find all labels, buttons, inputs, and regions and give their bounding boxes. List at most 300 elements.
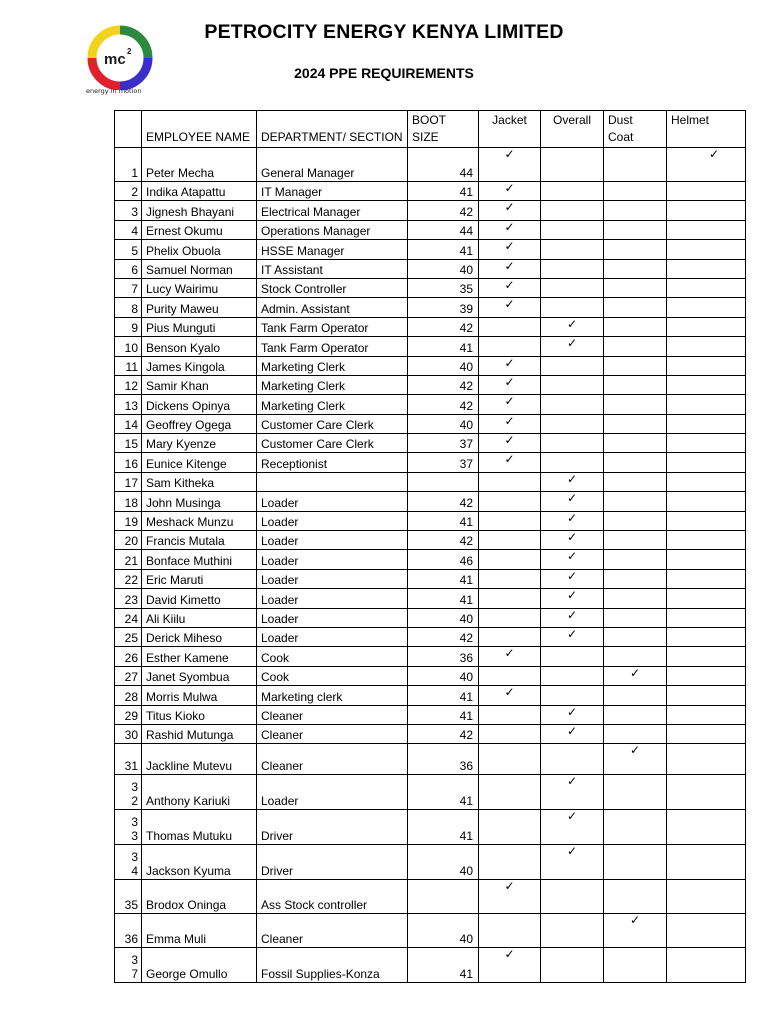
row-number — [115, 492, 142, 511]
jacket-cell — [479, 278, 541, 297]
department: Loader — [257, 492, 408, 511]
col-header-jacket: Jacket — [479, 111, 541, 148]
boot-size: 40 — [408, 845, 479, 880]
table-row — [115, 472, 746, 491]
row-number-text: 13 — [124, 398, 138, 413]
employee-name: George Omullo — [142, 948, 257, 983]
overall-cell — [541, 914, 604, 948]
helmet-cell — [667, 744, 746, 775]
overall-cell — [541, 724, 604, 743]
row-number — [115, 686, 142, 705]
table-row — [115, 259, 746, 278]
dust-cell — [604, 589, 667, 608]
overall-cell — [541, 201, 604, 220]
row-number-text: 6 — [131, 262, 138, 277]
overall-cell — [541, 492, 604, 511]
check-mark-icon: ✓ — [708, 147, 720, 161]
dust-cell — [604, 705, 667, 724]
row-number — [115, 511, 142, 530]
department: Operations Manager — [257, 220, 408, 239]
jacket-cell — [479, 220, 541, 239]
boot-size — [408, 880, 479, 914]
department: Ass Stock controller — [257, 880, 408, 914]
check-mark-icon: ✓ — [504, 947, 515, 962]
boot-size: 46 — [408, 550, 479, 569]
document-subtitle: 2024 PPE REQUIREMENTS — [294, 65, 474, 81]
jacket-cell — [479, 317, 541, 336]
employee-name: Ernest Okumu — [142, 220, 257, 239]
boot-size: 41 — [408, 686, 479, 705]
overall-cell — [541, 375, 604, 394]
helmet-cell — [667, 453, 746, 472]
dust-cell — [604, 531, 667, 550]
row-number — [115, 453, 142, 472]
department: Stock Controller — [257, 278, 408, 297]
boot-size: 40 — [408, 608, 479, 627]
overall-cell — [541, 569, 604, 588]
check-mark-icon: ✓ — [566, 511, 578, 525]
row-number-text: 26 — [124, 650, 138, 665]
boot-size: 44 — [408, 220, 479, 239]
check-mark-icon: ✓ — [504, 200, 515, 215]
boot-size: 39 — [408, 298, 479, 317]
dust-cell — [604, 375, 667, 394]
boot-size: 41 — [408, 337, 479, 356]
col-header-dept: DEPARTMENT/ SECTION — [257, 111, 408, 148]
check-mark-icon: ✓ — [566, 774, 578, 789]
department: Cook — [257, 666, 408, 685]
row-number-text: 5 — [131, 243, 138, 258]
helmet-cell — [667, 259, 746, 278]
dust-cell — [604, 182, 667, 201]
overall-cell — [541, 589, 604, 608]
helmet-cell — [667, 810, 746, 845]
table-row — [115, 775, 746, 810]
department: Marketing clerk — [257, 686, 408, 705]
helmet-cell — [667, 845, 746, 880]
employee-name: Peter Mecha — [142, 148, 257, 182]
row-number-text: 20 — [124, 534, 138, 549]
boot-size: 42 — [408, 395, 479, 414]
dust-cell — [604, 880, 667, 914]
table-row — [115, 569, 746, 588]
boot-size: 42 — [408, 375, 479, 394]
jacket-cell — [479, 550, 541, 569]
overall-cell — [541, 627, 604, 646]
employee-name: James Kingola — [142, 356, 257, 375]
employee-name: Jignesh Bhayani — [142, 201, 257, 220]
logo-superscript: 2 — [127, 47, 132, 56]
check-mark-icon: ✓ — [629, 743, 641, 758]
helmet-cell — [667, 220, 746, 239]
department: Fossil Supplies-Konza — [257, 948, 408, 983]
boot-size: 41 — [408, 569, 479, 588]
table-row — [115, 220, 746, 239]
overall-cell — [541, 511, 604, 530]
jacket-cell — [479, 810, 541, 845]
dust-cell — [604, 317, 667, 336]
row-number-text: 4 — [131, 224, 138, 239]
jacket-cell — [479, 724, 541, 743]
boot-size: 42 — [408, 531, 479, 550]
row-number-text: 37 — [131, 953, 138, 982]
overall-cell — [541, 531, 604, 550]
dust-cell — [604, 775, 667, 810]
table-row — [115, 686, 746, 705]
row-number-text: 11 — [125, 359, 138, 374]
row-number — [115, 569, 142, 588]
row-number — [115, 531, 142, 550]
department: Driver — [257, 845, 408, 880]
row-number — [115, 317, 142, 336]
employee-name: Sam Kitheka — [142, 472, 257, 491]
employee-name: Jackline Mutevu — [142, 744, 257, 775]
department: Marketing Clerk — [257, 395, 408, 414]
jacket-cell — [479, 627, 541, 646]
table-row — [115, 744, 746, 775]
row-number — [115, 434, 142, 453]
employee-name: Phelix Obuola — [142, 240, 257, 259]
dust-cell — [604, 492, 667, 511]
overall-cell — [541, 337, 604, 356]
helmet-cell — [667, 775, 746, 810]
boot-size: 40 — [408, 666, 479, 685]
jacket-cell — [479, 148, 541, 182]
employee-name: John Musinga — [142, 492, 257, 511]
jacket-cell — [479, 647, 541, 666]
jacket-cell — [479, 531, 541, 550]
check-mark-icon: ✓ — [566, 608, 578, 622]
row-number-text: 36 — [124, 932, 138, 947]
employee-name: Bonface Muthini — [142, 550, 257, 569]
department: Customer Care Clerk — [257, 414, 408, 433]
table-row — [115, 298, 746, 317]
check-mark-icon: ✓ — [504, 685, 515, 700]
boot-size: 37 — [408, 434, 479, 453]
department: Loader — [257, 775, 408, 810]
boot-size: 36 — [408, 647, 479, 666]
helmet-cell — [667, 201, 746, 220]
boot-size: 42 — [408, 317, 479, 336]
helmet-cell — [667, 356, 746, 375]
boot-size: 40 — [408, 259, 479, 278]
check-mark-icon: ✓ — [566, 491, 578, 506]
check-mark-icon: ✓ — [566, 530, 578, 545]
col-header-boot-line1: BOOT — [412, 113, 447, 127]
row-number-text: 23 — [124, 592, 138, 607]
helmet-cell — [667, 395, 746, 414]
table-row — [115, 550, 746, 569]
jacket-cell — [479, 492, 541, 511]
overall-cell — [541, 453, 604, 472]
boot-size: 40 — [408, 414, 479, 433]
department: Customer Care Clerk — [257, 434, 408, 453]
table-header-row — [115, 111, 746, 148]
employee-name: Benson Kyalo — [142, 337, 257, 356]
employee-name: Samir Khan — [142, 375, 257, 394]
row-number-text: 10 — [124, 340, 138, 355]
overall-cell — [541, 240, 604, 259]
employee-name: Purity Maweu — [142, 298, 257, 317]
department: HSSE Manager — [257, 240, 408, 259]
employee-name: Derick Miheso — [142, 627, 257, 646]
check-mark-icon: ✓ — [566, 627, 578, 641]
table-row — [115, 880, 746, 914]
table-row — [115, 589, 746, 608]
overall-cell — [541, 810, 604, 845]
department: IT Assistant — [257, 259, 408, 278]
overall-cell — [541, 705, 604, 724]
dust-cell — [604, 453, 667, 472]
row-number-text: 19 — [124, 515, 138, 530]
check-mark-icon: ✓ — [504, 181, 515, 195]
table-row — [115, 666, 746, 685]
table-row — [115, 647, 746, 666]
row-number — [115, 375, 142, 394]
row-number — [115, 337, 142, 356]
row-number — [115, 914, 142, 948]
department: IT Manager — [257, 182, 408, 201]
boot-size: 37 — [408, 453, 479, 472]
jacket-cell — [479, 240, 541, 259]
row-number — [115, 724, 142, 743]
department: Tank Farm Operator — [257, 337, 408, 356]
department: General Manager — [257, 148, 408, 182]
table-row — [115, 182, 746, 201]
table-row — [115, 492, 746, 511]
check-mark-icon: ✓ — [566, 569, 578, 583]
jacket-cell — [479, 511, 541, 530]
table-row — [115, 724, 746, 743]
overall-cell — [541, 278, 604, 297]
helmet-cell — [667, 375, 746, 394]
dust-cell — [604, 278, 667, 297]
overall-cell — [541, 434, 604, 453]
row-number — [115, 148, 142, 182]
check-mark-icon: ✓ — [566, 336, 578, 351]
employee-name: Francis Mutala — [142, 531, 257, 550]
row-number-text: 8 — [131, 301, 138, 316]
check-mark-icon: ✓ — [504, 356, 515, 370]
overall-cell — [541, 666, 604, 685]
row-number-text: 21 — [124, 553, 138, 568]
jacket-cell — [479, 705, 541, 724]
employee-name: Jackson Kyuma — [142, 845, 257, 880]
jacket-cell — [479, 666, 541, 685]
jacket-cell — [479, 948, 541, 983]
jacket-cell — [479, 914, 541, 948]
row-number — [115, 845, 142, 880]
boot-size: 44 — [408, 148, 479, 182]
overall-cell — [541, 220, 604, 239]
dust-cell — [604, 434, 667, 453]
helmet-cell — [667, 298, 746, 317]
helmet-cell — [667, 492, 746, 511]
department: Receptionist — [257, 453, 408, 472]
department: Cleaner — [257, 724, 408, 743]
dust-cell — [604, 356, 667, 375]
overall-cell — [541, 686, 604, 705]
check-mark-icon: ✓ — [566, 705, 578, 719]
col-header-helmet: Helmet — [667, 111, 746, 148]
table-row — [115, 201, 746, 220]
company-title: PETROCITY ENERGY KENYA LIMITED — [204, 21, 564, 43]
helmet-cell — [667, 240, 746, 259]
employee-name: Titus Kioko — [142, 705, 257, 724]
row-number-text: 12 — [124, 379, 138, 394]
dust-cell — [604, 608, 667, 627]
helmet-cell — [667, 278, 746, 297]
dust-cell — [604, 550, 667, 569]
employee-name: Emma Muli — [142, 914, 257, 948]
helmet-cell — [667, 182, 746, 201]
boot-size: 42 — [408, 492, 479, 511]
row-number-text: 1 — [131, 166, 138, 180]
overall-cell — [541, 472, 604, 491]
jacket-cell — [479, 298, 541, 317]
jacket-cell — [479, 569, 541, 588]
employee-name: Eunice Kitenge — [142, 453, 257, 472]
row-number — [115, 356, 142, 375]
row-number-text: 27 — [124, 670, 138, 685]
helmet-cell — [667, 511, 746, 530]
jacket-cell — [479, 182, 541, 201]
table-row — [115, 914, 746, 948]
overall-cell — [541, 259, 604, 278]
check-mark-icon: ✓ — [504, 239, 515, 254]
boot-size — [408, 472, 479, 491]
overall-cell — [541, 550, 604, 569]
helmet-cell — [667, 724, 746, 743]
row-number-text: 17 — [124, 476, 138, 491]
table-row — [115, 337, 746, 356]
table-row — [115, 608, 746, 627]
check-mark-icon: ✓ — [504, 433, 515, 448]
department: Tank Farm Operator — [257, 317, 408, 336]
check-mark-icon: ✓ — [504, 278, 515, 292]
table-row — [115, 240, 746, 259]
employee-name: Pius Munguti — [142, 317, 257, 336]
table-row — [115, 627, 746, 646]
check-mark-icon: ✓ — [629, 913, 641, 928]
overall-cell — [541, 298, 604, 317]
row-number — [115, 880, 142, 914]
row-number-text: 31 — [124, 759, 138, 774]
row-number — [115, 948, 142, 983]
dust-cell — [604, 686, 667, 705]
check-mark-icon: ✓ — [504, 394, 515, 409]
boot-size: 41 — [408, 705, 479, 724]
check-mark-icon: ✓ — [504, 646, 515, 661]
helmet-cell — [667, 589, 746, 608]
col-header-name: EMPLOYEE NAME — [142, 111, 257, 148]
boot-size: 40 — [408, 356, 479, 375]
check-mark-icon: ✓ — [504, 452, 515, 467]
check-mark-icon: ✓ — [566, 317, 578, 331]
check-mark-icon: ✓ — [504, 414, 515, 428]
row-number-text: 35 — [124, 898, 138, 913]
row-number-text: 3 — [131, 204, 138, 219]
department: Loader — [257, 550, 408, 569]
jacket-cell — [479, 337, 541, 356]
dust-cell — [604, 666, 667, 685]
employee-name: Ali Kiilu — [142, 608, 257, 627]
dust-cell — [604, 298, 667, 317]
col-header-no — [115, 111, 142, 148]
row-number — [115, 240, 142, 259]
helmet-cell — [667, 647, 746, 666]
boot-size: 41 — [408, 182, 479, 201]
boot-size: 41 — [408, 589, 479, 608]
dust-cell — [604, 914, 667, 948]
department: Driver — [257, 810, 408, 845]
dust-cell — [604, 724, 667, 743]
row-number-text: 16 — [124, 456, 138, 471]
helmet-cell — [667, 317, 746, 336]
check-mark-icon: ✓ — [504, 147, 515, 161]
dust-cell — [604, 414, 667, 433]
row-number — [115, 259, 142, 278]
helmet-cell — [667, 531, 746, 550]
row-number-text: 2 — [131, 185, 138, 200]
row-number — [115, 744, 142, 775]
table-row — [115, 531, 746, 550]
row-number — [115, 472, 142, 491]
jacket-cell — [479, 608, 541, 627]
row-number-text: 34 — [131, 850, 138, 879]
dust-cell — [604, 627, 667, 646]
helmet-cell — [667, 880, 746, 914]
col-header-dust-line1: Dust — [608, 113, 633, 127]
employee-name: Brodox Oninga — [142, 880, 257, 914]
employee-name: Geoffrey Ogega — [142, 414, 257, 433]
boot-size: 40 — [408, 914, 479, 948]
boot-size: 42 — [408, 627, 479, 646]
jacket-cell — [479, 259, 541, 278]
department: Marketing Clerk — [257, 356, 408, 375]
col-header-dust-line2: Coat — [608, 130, 634, 144]
row-number — [115, 589, 142, 608]
jacket-cell — [479, 453, 541, 472]
dust-cell — [604, 220, 667, 239]
jacket-cell — [479, 395, 541, 414]
overall-cell — [541, 182, 604, 201]
row-number-text: 7 — [131, 282, 138, 297]
col-header-overall: Overall — [541, 111, 604, 148]
jacket-cell — [479, 414, 541, 433]
check-mark-icon: ✓ — [504, 297, 515, 312]
check-mark-icon: ✓ — [504, 375, 515, 389]
employee-name: Rashid Mutunga — [142, 724, 257, 743]
col-header-dust — [604, 111, 667, 148]
helmet-cell — [667, 608, 746, 627]
employee-name: Mary Kyenze — [142, 434, 257, 453]
check-mark-icon: ✓ — [566, 724, 578, 738]
row-number — [115, 608, 142, 627]
check-mark-icon: ✓ — [566, 472, 578, 486]
row-number-text: 24 — [124, 611, 138, 626]
overall-cell — [541, 414, 604, 433]
ppe-table — [114, 110, 746, 983]
helmet-cell — [667, 627, 746, 646]
row-number — [115, 182, 142, 201]
table-row — [115, 705, 746, 724]
row-number — [115, 647, 142, 666]
employee-name: Anthony Kariuki — [142, 775, 257, 810]
row-number-text: 32 — [131, 780, 138, 809]
employee-name: Janet Syombua — [142, 666, 257, 685]
department: Marketing Clerk — [257, 375, 408, 394]
